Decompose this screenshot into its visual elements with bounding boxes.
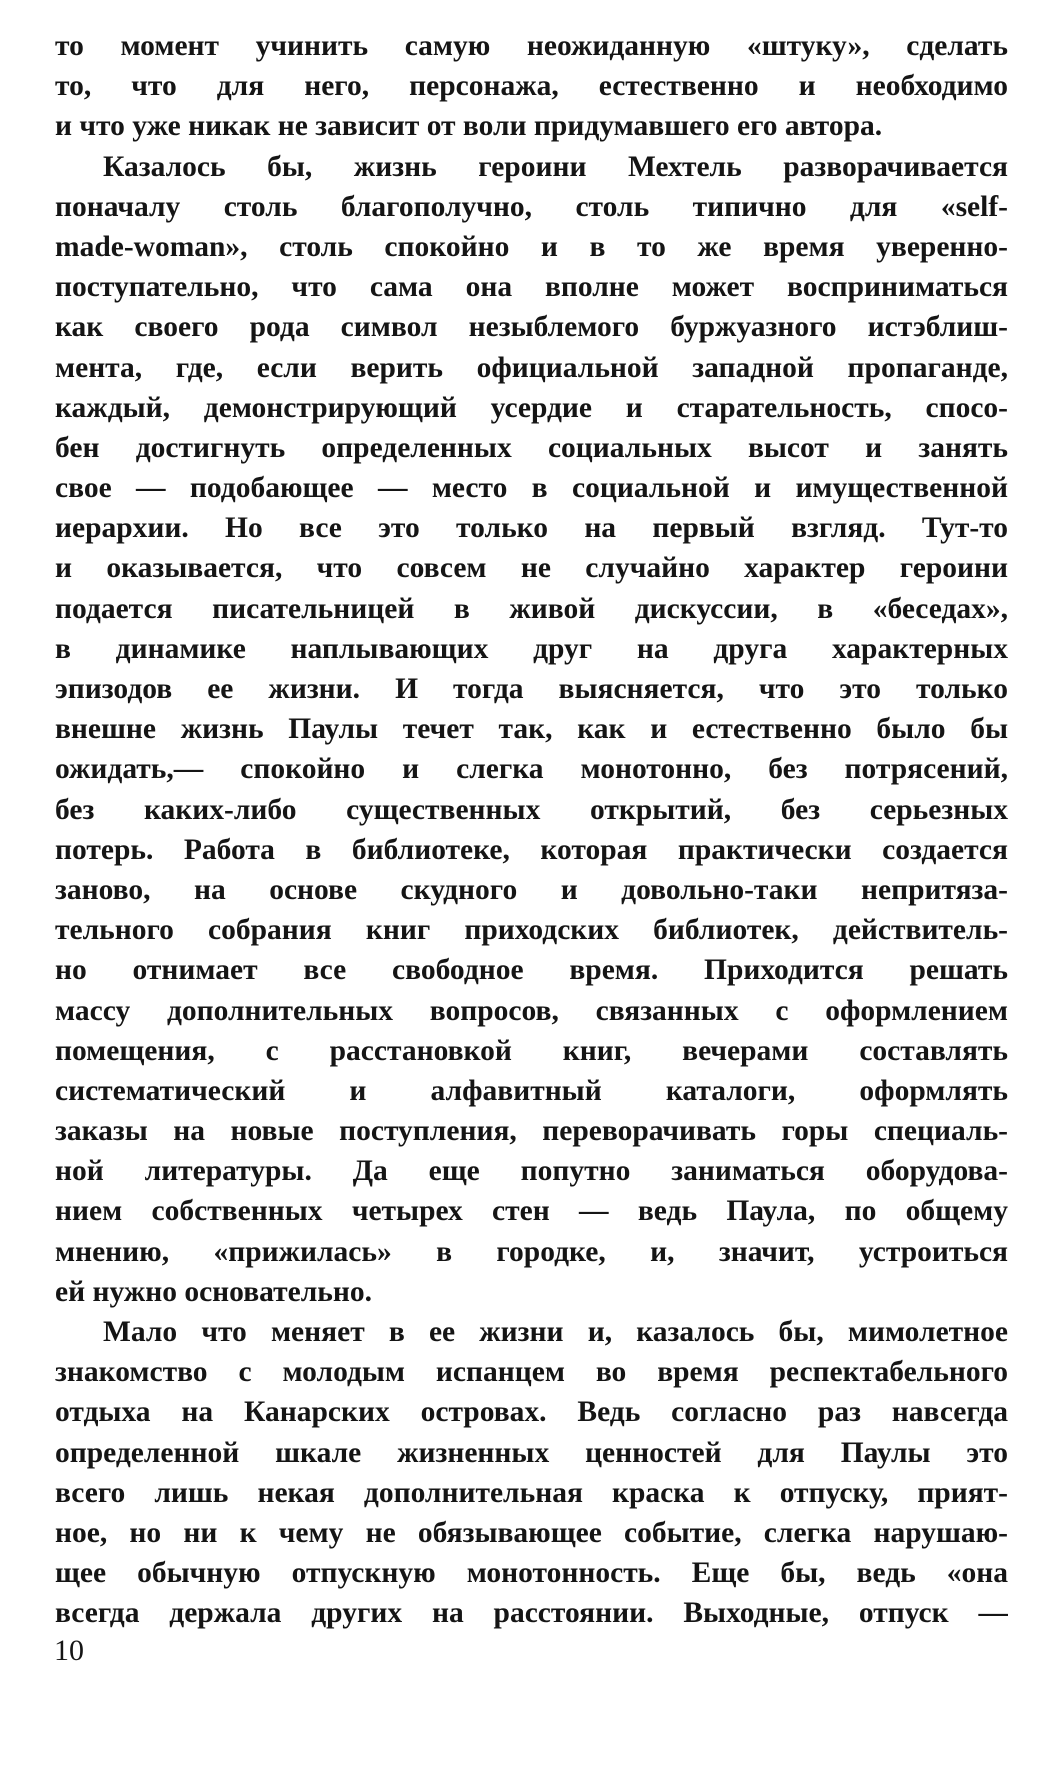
text-line: эпизодов ее жизни. И тогда выясняется, что это только xyxy=(55,673,1008,705)
text-line: и оказывается, что совсем не случайно характер героини xyxy=(55,552,1008,585)
page-number: 10 xyxy=(54,1634,84,1667)
text-line: всего лишь некая дополнительная краска к отпуску, прият- xyxy=(55,1476,1008,1509)
text-line: то момент учинить самую неожиданную «штуку», сделать xyxy=(55,30,1008,62)
text-line: ожидать,— спокойно и слегка монотонно, без потрясений, xyxy=(55,753,1008,786)
text-line: в динамике наплывающих друг на друга характерных xyxy=(55,632,1008,665)
paragraph-last-line: ей нужно основательно. xyxy=(55,1275,372,1308)
text-line: щее обычную отпускную монотонность. Еще бы, ведь «она xyxy=(55,1557,1008,1590)
text-line: то, что для него, персонажа, естественно и необходимо xyxy=(55,70,1008,103)
text-line: made-woman», столь спокойно и в то же время уверенно- xyxy=(55,230,1008,263)
text-line: но отнимает все свободное время. Приходится решать xyxy=(55,954,1008,987)
text-line: потерь. Работа в библиотеке, которая практически создается xyxy=(55,833,1008,866)
text-line: систематический и алфавитный каталоги, оформлять xyxy=(55,1074,1008,1107)
text-line: определенной шкале жизненных ценностей для Паулы это xyxy=(55,1436,1008,1469)
text-line: ное, но ни к чему не обязывающее событие, слегка нарушаю- xyxy=(55,1516,1008,1549)
text-line: мнению, «прижилась» в городке, и, значит, устроиться xyxy=(55,1235,1008,1268)
text-line: внешне жизнь Паулы течет так, как и естественно было бы xyxy=(55,713,1008,746)
text-line: всегда держала других на расстоянии. Выходные, отпуск — xyxy=(55,1597,1008,1630)
text-line: бен достигнуть определенных социальных высот и занять xyxy=(55,431,1008,464)
text-line: знакомство с молодым испанцем во время респектабельного xyxy=(55,1356,1008,1389)
paragraph-first-line: Казалось бы, жизнь героини Мехтель разворачивается xyxy=(103,150,1008,183)
text-line: свое — подобающее — место в социальной и имущественной xyxy=(55,472,1008,505)
text-line: подается писательницей в живой дискуссии, в «беседах», xyxy=(55,592,1008,625)
paragraph-last-line: и что уже никак не зависит от воли придумавшего его автора. xyxy=(55,110,883,143)
text-line: отдыха на Канарских островах. Ведь согласно раз навсегда xyxy=(55,1396,1008,1429)
text-line: заказы на новые поступления, переворачивать горы специаль- xyxy=(55,1115,1008,1148)
text-line: нием собственных четырех стен — ведь Паула, по общему xyxy=(55,1195,1008,1228)
text-line: помещения, с расстановкой книг, вечерами составлять xyxy=(55,1034,1008,1067)
body-text xyxy=(55,26,1008,1634)
text-line: поступательно, что сама она вполне может восприниматься xyxy=(55,271,1008,304)
paragraph-first-line: Мало что меняет в ее жизни и, казалось бы, мимолетное xyxy=(103,1316,1008,1348)
text-line: массу дополнительных вопросов, связанных с оформлением xyxy=(55,994,1008,1027)
text-line: мента, где, если верить официальной западной пропаганде, xyxy=(55,351,1008,384)
text-line: без каких-либо существенных открытий, без серьезных xyxy=(55,793,1008,826)
text-line: как своего рода символ незыблемого буржуазного истэблиш- xyxy=(55,311,1008,344)
text-line: поначалу столь благополучно, столь типично для «self- xyxy=(55,190,1008,223)
text-line: тельного собрания книг приходских библиотек, действитель- xyxy=(55,914,1008,947)
text-line: ной литературы. Да еще попутно заниматься оборудова- xyxy=(55,1155,1008,1188)
text-line: иерархии. Но все это только на первый взгляд. Тут-то xyxy=(55,512,1008,545)
text-line: заново, на основе скудного и довольно-таки непритяза- xyxy=(55,873,1008,906)
text-line: каждый, демонстрирующий усердие и старательность, спосо- xyxy=(55,391,1008,424)
